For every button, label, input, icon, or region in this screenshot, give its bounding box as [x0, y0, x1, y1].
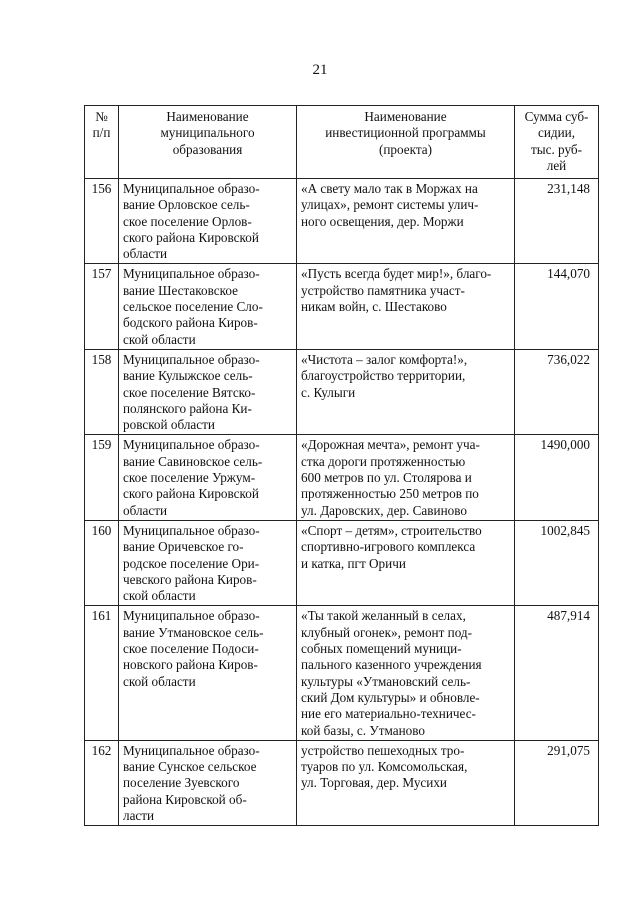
subsidy-table — [84, 105, 599, 826]
row-number: 157 — [85, 264, 119, 349]
row-amount: 144,070 — [515, 264, 599, 349]
row-project: «Дорожная мечта», ремонт уча- стка дороги протяженностью 600 метров по ул. Столярова и протяженностью 250 метров по ул. Даровских, дер. Савиново — [297, 435, 515, 520]
header-number: № п/п — [85, 106, 119, 179]
row-project: «Пусть всегда будет мир!», благо- устройство памятника участ- никам войн, с. Шестаково — [297, 264, 515, 349]
row-municipality: Муниципальное образо- вание Орловское сель- ское поселение Орлов- ского района Кировской области — [119, 179, 297, 264]
row-amount: 487,914 — [515, 606, 599, 740]
table-row — [85, 520, 599, 605]
header-amount: Сумма суб- сидии, тыс. руб- лей — [515, 106, 599, 179]
row-project: «Спорт – детям», строительство спортивно-игрового комплекса и катка, пгт Оричи — [297, 520, 515, 605]
row-municipality: Муниципальное образо- вание Оричевское го- родское поселение Ори- чевского района Киров- ской области — [119, 520, 297, 605]
table-header-row — [85, 106, 599, 179]
table-row — [85, 349, 599, 434]
row-amount: 736,022 — [515, 349, 599, 434]
page-number: 21 — [312, 62, 328, 78]
row-amount: 1490,000 — [515, 435, 599, 520]
row-municipality: Муниципальное образо- вание Кулыжское сель- ское поселение Вятско- полянского района Ки- ровской области — [119, 349, 297, 434]
table-row — [85, 435, 599, 520]
table-row — [85, 179, 599, 264]
row-number: 159 — [85, 435, 119, 520]
row-project: устройство пешеходных тро- туаров по ул. Комсомольская, ул. Торговая, дер. Мусихи — [297, 740, 515, 825]
row-municipality: Муниципальное образо- вание Савиновское сель- ское поселение Уржум- ского района Кировской области — [119, 435, 297, 520]
header-municipality: Наименование муниципального образования — [119, 106, 297, 179]
row-amount: 291,075 — [515, 740, 599, 825]
row-amount: 1002,845 — [515, 520, 599, 605]
row-number: 156 — [85, 179, 119, 264]
row-number: 160 — [85, 520, 119, 605]
row-municipality: Муниципальное образо- вание Утмановское сель- ское поселение Подоси- новского района Киров- ской области — [119, 606, 297, 740]
table-row — [85, 740, 599, 825]
table-row — [85, 606, 599, 740]
row-municipality: Муниципальное образо- вание Сунское сельское поселение Зуевского района Кировской об- ласти — [119, 740, 297, 825]
row-amount: 231,148 — [515, 179, 599, 264]
row-project: «Ты такой желанный в селах, клубный огонек», ремонт под- собных помещений муници- пального казенного учреждения культуры «Утмановский сель- ский Дом культуры» и обновле- ние его материально-техничес- кой базы, с. Утманово — [297, 606, 515, 740]
row-project: «А свету мало так в Моржах на улицах», ремонт системы улич- ного освещения, дер. Моржи — [297, 179, 515, 264]
row-number: 162 — [85, 740, 119, 825]
row-number: 158 — [85, 349, 119, 434]
row-project: «Чистота – залог комфорта!», благоустройство территории, с. Кулыги — [297, 349, 515, 434]
row-municipality: Муниципальное образо- вание Шестаковское сельское поселение Сло- бодского района Киров- ской области — [119, 264, 297, 349]
header-project: Наименование инвестиционной программы (проекта) — [297, 106, 515, 179]
row-number: 161 — [85, 606, 119, 740]
table-row — [85, 264, 599, 349]
